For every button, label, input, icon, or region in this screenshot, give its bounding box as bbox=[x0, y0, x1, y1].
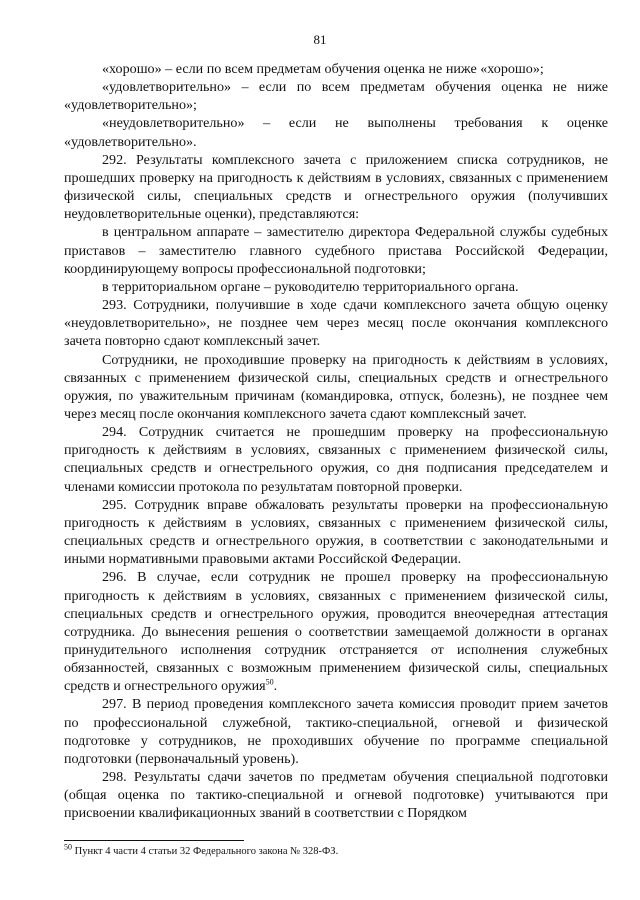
footnote-text: Пункт 4 части 4 статьи 32 Федерального закона № 328-ФЗ. bbox=[72, 846, 339, 857]
paragraph-grade-unsatisfactory: «неудовлетворительно» – если не выполнены требования к оценке «удовлетворительно». bbox=[64, 115, 608, 150]
paragraph-298: 298. Результаты сдачи зачетов по предметам обучения специальной подготовки (общая оценка по тактико-специальной и огневой подготовке) учитываются при присвоении квалификационных званий в соответствии с Порядком bbox=[64, 769, 608, 822]
paragraph-296 bbox=[64, 568, 608, 695]
footnote-marker: 50 bbox=[64, 842, 72, 852]
paragraph-293-absent: Сотрудники, не проходившие проверку на пригодность к действиям в условиях, связанных с применением физической силы, специальных средств и огнестрельного оружия, по уважительным причинам (командировка, отпуск, болезнь), не позднее чем через месяц после окончания комплексного зачета сдают комплексный зачет. bbox=[64, 351, 608, 422]
paragraph-297: 297. В период проведения комплексного зачета комиссия проводит прием зачетов по профессиональной служебной, тактико-специальной, огневой и физической подготовке у сотрудников, не проходивших обучение по программе специальной подготовки (первоначальный уровень). bbox=[64, 696, 608, 767]
footnote bbox=[64, 842, 608, 858]
paragraph-296-end: . bbox=[273, 678, 278, 695]
page-number: 81 bbox=[313, 32, 327, 47]
paragraph-296-text: 296. В случае, если сотрудник не прошел проверку на профессиональную пригодность к действиям в условиях, связанных с применением физической силы, специальных средств и огнестрельного оружия, проводится внеочередная аттестация сотрудника. До вынесения решения о соответствии замещаемой должности в органах принудительного исполнения сотрудник отстраняется от исполнения служебных обязанностей, связанных с возможным применением физической силы, специальных средств и огнестрельного оружия bbox=[64, 569, 608, 695]
paragraph-295: 295. Сотрудник вправе обжаловать результаты проверки на профессиональную пригодность к действиям в условиях, связанных с применением физической силы, специальных средств и огнестрельного оружия, в соответствии с законодательными и иными нормативными правовыми актами Российской Федерации. bbox=[64, 496, 608, 568]
paragraph-grade-satisfactory: «удовлетворительно» – если по всем предметам обучения оценка не ниже «удовлетворительно»; bbox=[64, 79, 608, 114]
paragraph-292-territorial: в территориальном органе – руководителю территориального органа. bbox=[102, 278, 519, 295]
paragraph-grade-good: «хорошо» – если по всем предметам обучения оценка не ниже «хорошо»; bbox=[102, 61, 544, 77]
paragraph-294: 294. Сотрудник считается не прошедшим проверку на профессиональную пригодность к действиям в условиях, связанных с применением физической силы, специальных средств и огнестрельного оружия, со дня подписания председателем и членами комиссии протокола по результатам повторной проверки. bbox=[64, 424, 608, 495]
footnote-reference: 50 bbox=[265, 677, 274, 687]
paragraph-292: 292. Результаты комплексного зачета с приложением списка сотрудников, не прошедших проверку на пригодность к действиям в условиях, связанных с применением физической силы, специальных средств и огнестрельного оружия (получивших неудовлетворительные оценки), представляются: bbox=[64, 151, 608, 223]
paragraph-293: 293. Сотрудники, получившие в ходе сдачи комплексного зачета общую оценку «неудовлетворительно», не позднее чем через месяц после окончания комплексного зачета повторно сдают комплексный зачет. bbox=[64, 297, 608, 350]
body-text bbox=[64, 60, 608, 823]
footnote-divider bbox=[64, 840, 244, 841]
paragraph-292-central: в центральном аппарате – заместителю директора Федеральной службы судебных приставов – заместителю главного судебного пристава Российской Федерации, координирующему вопросы профессиональной подготовки; bbox=[64, 224, 608, 277]
